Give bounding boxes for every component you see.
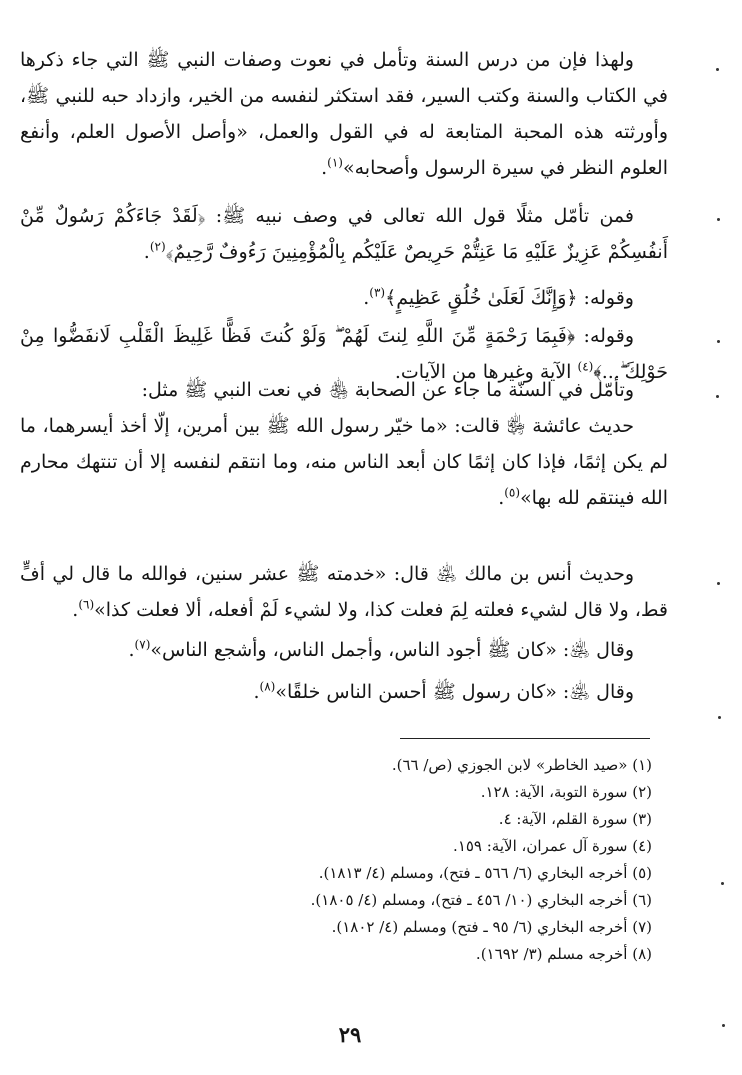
scan-speck	[716, 68, 719, 71]
scan-speck	[722, 1024, 725, 1027]
paragraph-8: وقال ﵁: «كان ﷺ أجود الناس، وأجمل الناس، وأشجع الناس»$^{(٧)}$.	[128, 637, 634, 661]
footnote-item: (٥) أخرجه البخاري (٦/ ٥٦٦ ـ فتح)، ومسلم (٤/ ١٨١٣).	[318, 864, 652, 882]
scan-speck	[721, 882, 724, 885]
footnote-ref-7: (٧)	[134, 637, 151, 652]
scan-speck	[716, 395, 719, 398]
footnote-ref-8: (٨)	[259, 679, 276, 694]
footnote-ref-5: (٥)	[504, 485, 521, 500]
scan-speck	[717, 340, 720, 343]
paragraph-5: وتأمّل في السنّة ما جاء عن الصحابة ﵃ في نعت النبي ﷺ مثل:	[141, 379, 634, 401]
footnote-item: (٣) سورة القلم، الآية: ٤.	[498, 810, 652, 828]
page-number: ٢٩	[338, 1022, 362, 1047]
paragraph-7: وحديث أنس بن مالك ﵁ قال: «خدمته ﷺ عشر سنين، فوالله ما قال لي أفٍّ قط، ولا قال لشيء فعلته لِمَ فعلت كذا، ولا لشيء لَمْ أفعله، ألا فعلت كذا»$^{(٦)}$.	[20, 563, 668, 621]
footnote-item: (٦) أخرجه البخاري (١٠/ ٤٥٦ ـ فتح)، ومسلم (٤/ ١٨٠٥).	[310, 891, 652, 909]
paragraph-2: فمن تأمّل مثلًا قول الله تعالى في وصف نبيه ﷺ: ﴿لَقَدْ جَاءَكُمْ رَسُولٌ مِّنْ أَنفُسِكُمْ عَزِيزٌ عَلَيْهِ مَا عَنِتُّمْ حَرِيصٌ عَلَيْكُم بِالْمُؤْمِنِينَ رَءُوفٌ رَّحِيمٌ﴾$^{(٢)}$.	[20, 205, 668, 263]
footnote-separator	[400, 738, 650, 739]
paragraph-9: وقال ﵁: «كان رسول ﷺ أحسن الناس خلقًا»$^{(٨)}$.	[253, 679, 634, 703]
footnote-item: (٢) سورة التوبة، الآية: ١٢٨.	[480, 783, 652, 801]
footnote-ref-2: (٢)	[149, 239, 166, 254]
footnote-item: (٤) سورة آل عمران، الآية: ١٥٩.	[453, 837, 652, 855]
paragraph-6: حديث عائشة ﵂ قالت: «ما خيّر رسول الله ﷺ بين أمرين، إلّا أخذ أيسرهما، ما لم يكن إثمًا، فإذا كان إثمًا كان أبعد الناس منه، وما انتقم لنفسه إلا أن تنتهك محارم الله فينتقم لله بها»$^{(٥)}$.	[20, 415, 668, 509]
footnote-ref-6: (٦)	[78, 597, 95, 612]
footnote-item: (٧) أخرجه البخاري (٦/ ٩٥ ـ فتح) ومسلم (٤/ ١٨٠٢).	[331, 918, 652, 936]
scan-speck	[718, 716, 721, 719]
footnote-ref-4: (٤)	[577, 359, 594, 374]
footnote-item: (٨) أخرجه مسلم (٣/ ١٦٩٢).	[475, 945, 652, 963]
footnote-item: (١) «صيد الخاطر» لابن الجوزي (ص/ ٦٦).	[391, 756, 652, 774]
paragraph-3: وقوله: ﴿وَإِنَّكَ لَعَلَىٰ خُلُقٍ عَظِيمٍ﴾$^{(٣)}$.	[363, 285, 634, 309]
paragraph-1: ولهذا فإن من درس السنة وتأمل في نعوت وصفات النبي ﷺ التي جاء ذكرها في الكتاب والسنة وكتب السير، فقد استكثر لنفسه من الخير، وازداد حبه للنبي ﷺ، وأورثته هذه المحبة المتابعة له في القول والعمل، «وأصل الأصول العلم، وأنفع العلوم النظر في سيرة الرسول وأصحابه»$^{(١)}$.	[20, 49, 668, 179]
scan-speck	[717, 582, 720, 585]
footnotes	[180, 752, 652, 968]
paragraph-4: وقوله: ﴿فَبِمَا رَحْمَةٍ مِّنَ اللَّهِ لِنتَ لَهُمْ ۖ وَلَوْ كُنتَ فَظًّا غَلِيظَ الْقَلْبِ لَانفَضُّوا مِنْ حَوْلِكَ ۖ...﴾$^{(٤)}$ الآية وغيرها من الآيات.	[20, 325, 668, 383]
footnote-ref-3: (٣)	[369, 285, 386, 300]
footnote-ref-1: (١)	[327, 155, 343, 170]
scan-speck	[717, 218, 720, 221]
